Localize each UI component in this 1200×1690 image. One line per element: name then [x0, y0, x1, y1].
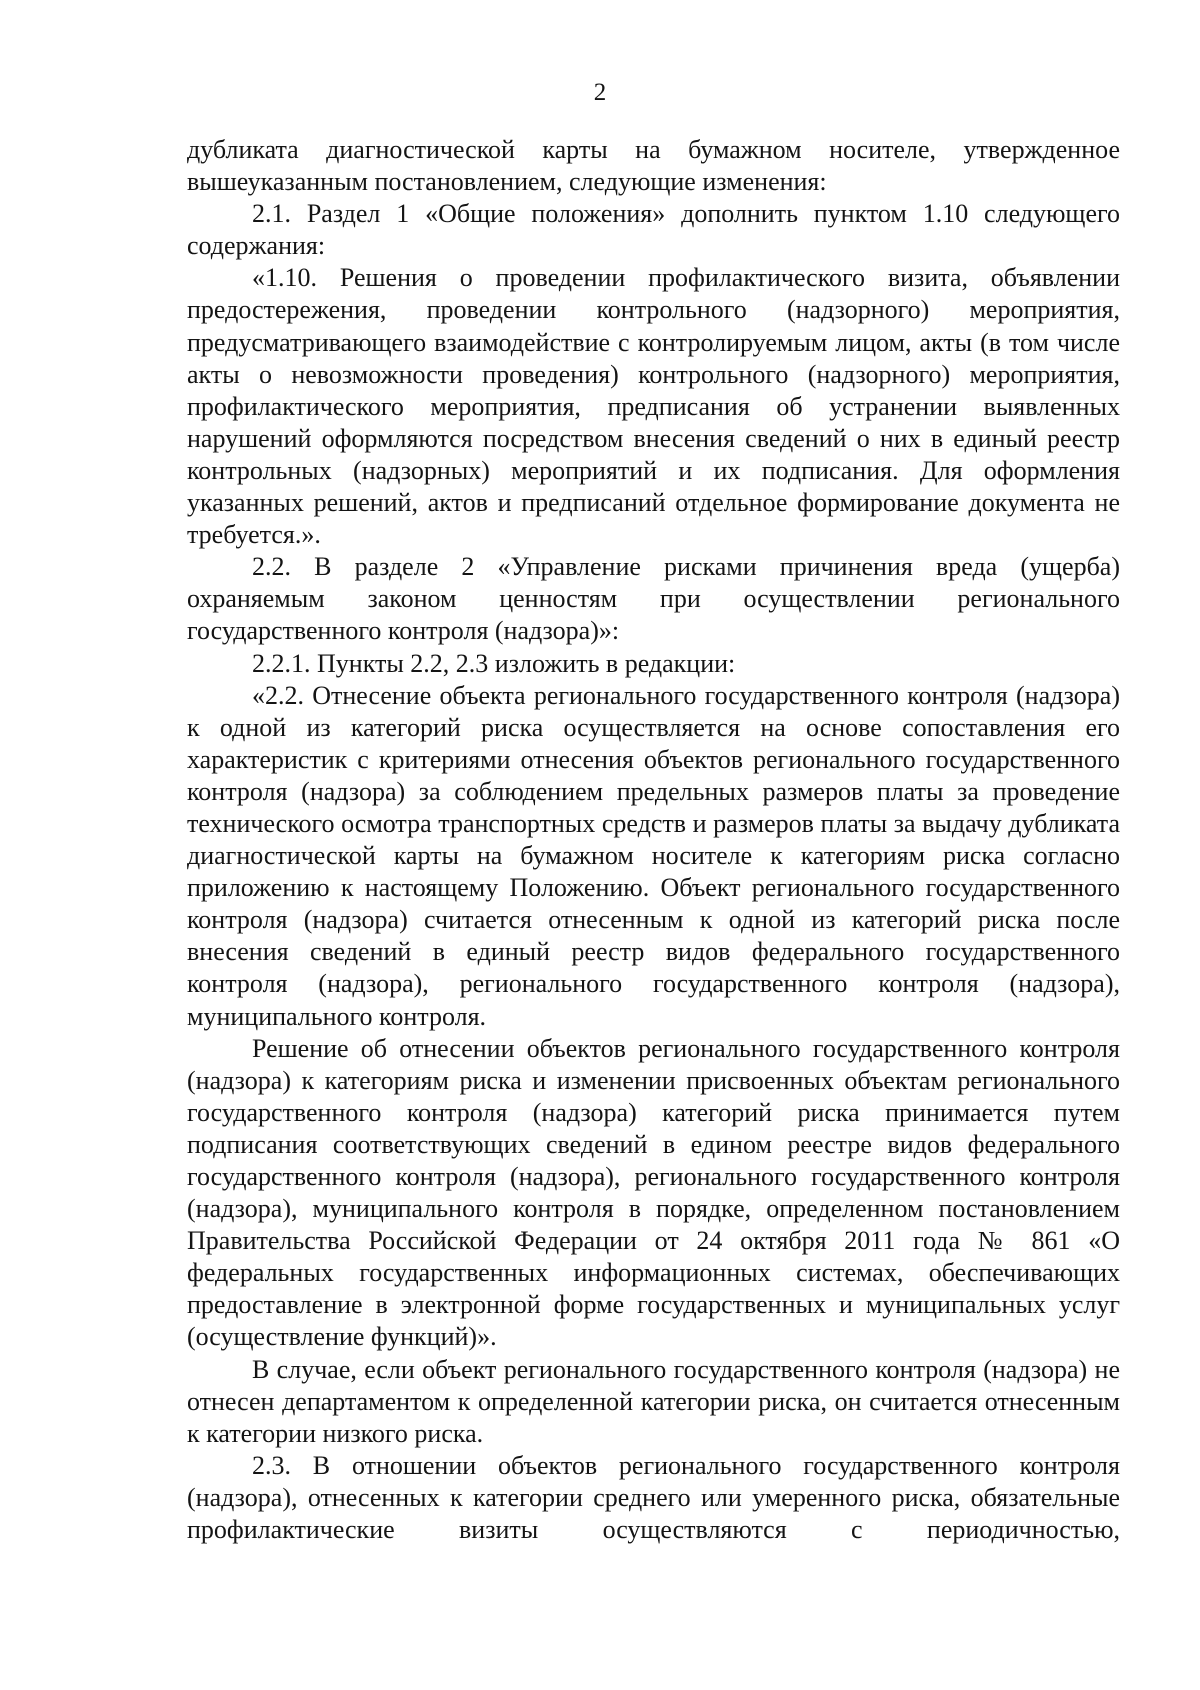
paragraph-2-2: 2.2. В разделе 2 «Управление рисками причинения вреда (ущерба) охраняемым законом ценностям при осуществлении регионального государственного контроля (надзора)»: [187, 552, 1120, 646]
page-number: 2 [593, 79, 607, 106]
paragraph-continuation: дубликата диагностической карты на бумажном носителе, утвержденное вышеуказанным постановлением, следующие изменения: [187, 135, 1120, 197]
paragraph-quoted-2-2: «2.2. Отнесение объекта регионального государственного контроля (надзора) к одной из категорий риска осуществляется на основе сопоставления его характеристик с критериями отнесения объектов регионального государственного контроля (надзора) за соблюдением предельных размеров платы за проведение технического осмотра транспортных средств и размеров платы за выдачу дубликата диагностической карты на бумажном носителе к категориям риска согласно приложению к настоящему Положению. Объект регионального государственного контроля (надзора) считается отнесенным к одной из категорий риска после внесения сведений в единый реестр видов федерального государственного контроля (надзора), регионального государственного контроля (надзора), муниципального контроля. [187, 680, 1120, 1031]
paragraph-1-10: «1.10. Решения о проведении профилактического визита, объявлении предостережения, проведении контрольного (надзорного) мероприятия, предусматривающего взаимодействие с контролируемым лицом, акты (в том числе акты о невозможности проведения) контрольного (надзорного) мероприятия, профилактического мероприятия, предписания об устранении выявленных нарушений оформляются посредством внесения сведений о них в единый реестр контрольных (надзорных) мероприятий и их подписания. Для оформления указанных решений, актов и предписаний отдельное формирование документа не требуется.». [187, 263, 1120, 550]
paragraph-risk-decision: Решение об отнесении объектов регионального государственного контроля (надзора) к категориям риска и изменении присвоенных объектам регионального государственного контроля (надзора) категорий риска принимается путем подписания соответствующих сведений в едином реестре видов федерального государственного контроля (надзора), регионального государственного контроля (надзора), муниципального контроля в порядке, определенном постановлением Правительства Российской Федерации от 24 октября 2011 года № 861 «О федеральных государственных информационных системах, обеспечивающих предоставление в электронной форме государственных и муниципальных услуг (осуществление функций)». [187, 1033, 1120, 1352]
paragraph-low-risk: В случае, если объект регионального государственного контроля (надзора) не отнесен департаментом к определенной категории риска, он считается отнесенным к категории низкого риска. [187, 1354, 1120, 1448]
paragraph-2-3: 2.3. В отношении объектов регионального государственного контроля (надзора), отнесенных к категории среднего или умеренного риска, обязательные профилактические визиты осуществляются с периодичностью, [187, 1450, 1120, 1545]
paragraph-2-2-1: 2.2.1. Пункты 2.2, 2.3 изложить в редакции: [252, 648, 736, 678]
document-body [187, 134, 1120, 1546]
paragraph-2-1: 2.1. Раздел 1 «Общие положения» дополнить пунктом 1.10 следующего содержания: [187, 199, 1120, 261]
